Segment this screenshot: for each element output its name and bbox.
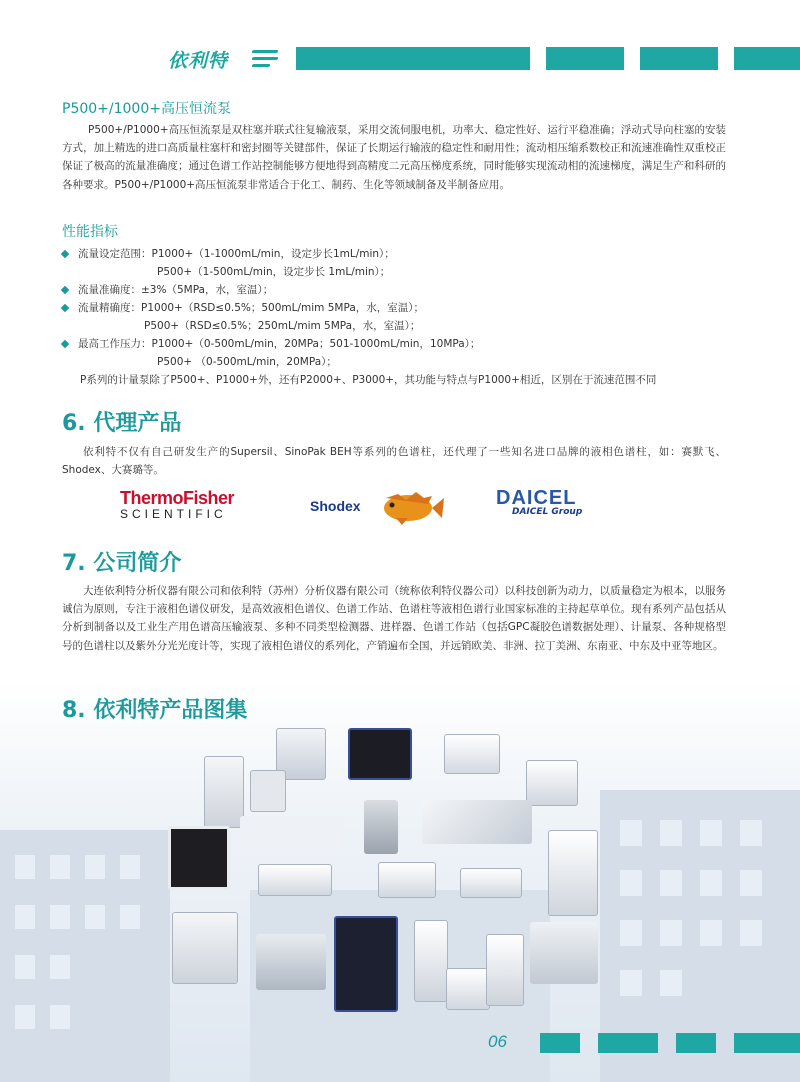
daicel-logo (496, 487, 596, 517)
company-logo (168, 44, 280, 74)
diamond-bullet-icon (61, 340, 69, 348)
product-sampler (250, 770, 286, 812)
product-hplc-system (204, 756, 244, 828)
product-oven-box (446, 968, 490, 1010)
thermofisher-logo-text: ThermoFisher (120, 488, 235, 508)
specs-list (62, 245, 726, 389)
spec-flow-accuracy: 流量准确度：±3%（5MPa，水，室温）； (78, 284, 274, 296)
agency-description: 依利特不仅有自己研发生产的Supersil、SinoPak BEH等系列的色谱柱，还代理了一些知名进口品牌的液相色谱柱，如：赛默飞、Shodex、大赛璐等。 (62, 446, 726, 477)
pump-title: P500+/1000+高压恒流泵 (62, 101, 231, 117)
product-pump-unit (526, 760, 578, 806)
product-columns (422, 800, 532, 844)
product-spectrophotometer (378, 862, 436, 898)
product-uv-detector (258, 864, 332, 896)
header-bar (296, 47, 530, 70)
spec-item (62, 335, 726, 353)
spec-max-pressure: 最高工作压力：P1000+（0-500mL/min，20MPa；501-1000mL/min，10MPa）； (78, 338, 481, 350)
spec-item (62, 245, 726, 263)
spec-item-continued (62, 353, 726, 371)
company-title: 7. 公司简介 (62, 551, 182, 576)
spec-flow-range: 流量设定范围：P1000+（1-1000mL/min，设定步长1mL/min）； (78, 248, 395, 260)
company-description: 大连依利特分析仪器有限公司和依利特（苏州）分析仪器有限公司（统称依利特仪器公司）以科技创新为动力，以质量稳定为根本，以服务诚信为原则，专注于液相色谱仪研发，是高效液相色谱仪、色谱工作站、色谱柱等液相色谱行业国家标准的主持起草单位。现有系列产品包括从分析到制备以及工业生产用色谱高压输液泵、多种不同类型检测器、进样器、色谱工作站（包括GPC凝胶色谱数据处理）、计量泵、各种规格型号的色谱柱以及紫外分光光度计等，实现了液相色谱仪的系列化，产销遍布全国，并远销欧美、非洲、拉丁美洲、东南亚、中东及中亚等地区。 (62, 585, 726, 652)
daicel-logo-text: DAICEL (496, 487, 577, 509)
product-gpc-system (172, 912, 238, 984)
spec-item (62, 299, 726, 317)
product-column-heater (168, 826, 230, 890)
spec-note-row (62, 371, 726, 389)
thermofisher-logo-subtext: SCIENTIFIC (120, 507, 227, 521)
spec-max-pressure-2: P500+ （0-500mL/min，20MPa）； (157, 356, 337, 368)
pump-description: P500+/P1000+高压恒流泵是双柱塞并联式往复输液泵，采用交流伺服电机，功率大、稳定性好、运行平稳准确；浮动式导向柱塞的安装方式，加上精选的进口高质量柱塞杆和密封圈等关键部件，保证了长期运行输液的稳定性和耐用性；流动相压缩系数校正和流速准确性双重校正保证了极高的流量准确度；通过色谱工作站控制能够方便地得到高精度二元高压梯度系统，同时能够实现流动相的流速梯度，满足生产和科研的各种要求。P500+/P1000+高压恒流泵非常适合于化工、制药、生化等领域制备及半制备应用。 (62, 124, 726, 191)
footer-bar (676, 1033, 716, 1053)
diamond-bullet-icon (61, 304, 69, 312)
daicel-group-text: DAICEL Group (512, 507, 583, 517)
logo-text: 依利特 (168, 50, 229, 72)
spec-flow-range-2: P500+（1-500mL/min，设定步长 1mL/min）； (157, 266, 391, 278)
product-fluorescence-detector (460, 868, 522, 898)
spec-note: P系列的计量泵除了P500+、P1000+外，还有P2000+、P3000+，其功能与特点与P1000+相近，区别在于流速范围不同 (80, 374, 657, 386)
diamond-bullet-icon (61, 250, 69, 258)
shodex-logo (310, 488, 460, 524)
spec-item (62, 281, 726, 299)
footer-bar (540, 1033, 580, 1053)
product-fittings (240, 816, 344, 852)
product-modular-hplc (414, 920, 448, 1002)
specs-title: 性能指标 (62, 224, 118, 240)
product-reactor (364, 800, 398, 854)
product-semi-prep-hplc (486, 934, 524, 1006)
footer-bar (598, 1033, 658, 1053)
diamond-bullet-icon (61, 286, 69, 294)
spec-item-continued (62, 263, 726, 281)
thermofisher-logo (120, 488, 260, 521)
product-workstation (256, 934, 326, 990)
product-autosampler (530, 922, 598, 984)
spec-item-continued (62, 317, 726, 335)
gallery-title: 8. 依利特产品图集 (62, 698, 248, 723)
header-bar (640, 47, 718, 70)
spec-flow-precision-2: P500+（RSD≤0.5%；250mL/mim 5MPa，水，室温）； (144, 320, 421, 332)
header-bar (546, 47, 624, 70)
fish-icon (376, 488, 446, 526)
logo-lines-icon (252, 50, 278, 68)
header-bar (734, 47, 800, 70)
product-prep-hplc (548, 830, 598, 916)
product-prep-cabinet (334, 916, 398, 1012)
shodex-logo-text: Shodex (310, 498, 361, 514)
product-detector (444, 734, 500, 774)
agency-title: 6. 代理产品 (62, 411, 182, 436)
spec-flow-precision: 流量精确度：P1000+（RSD≤0.5%；500mL/mim 5MPa，水，室温）； (78, 302, 425, 314)
product-column-oven (348, 728, 412, 780)
page-number: 06 (488, 1032, 507, 1051)
footer-bar (734, 1033, 800, 1053)
